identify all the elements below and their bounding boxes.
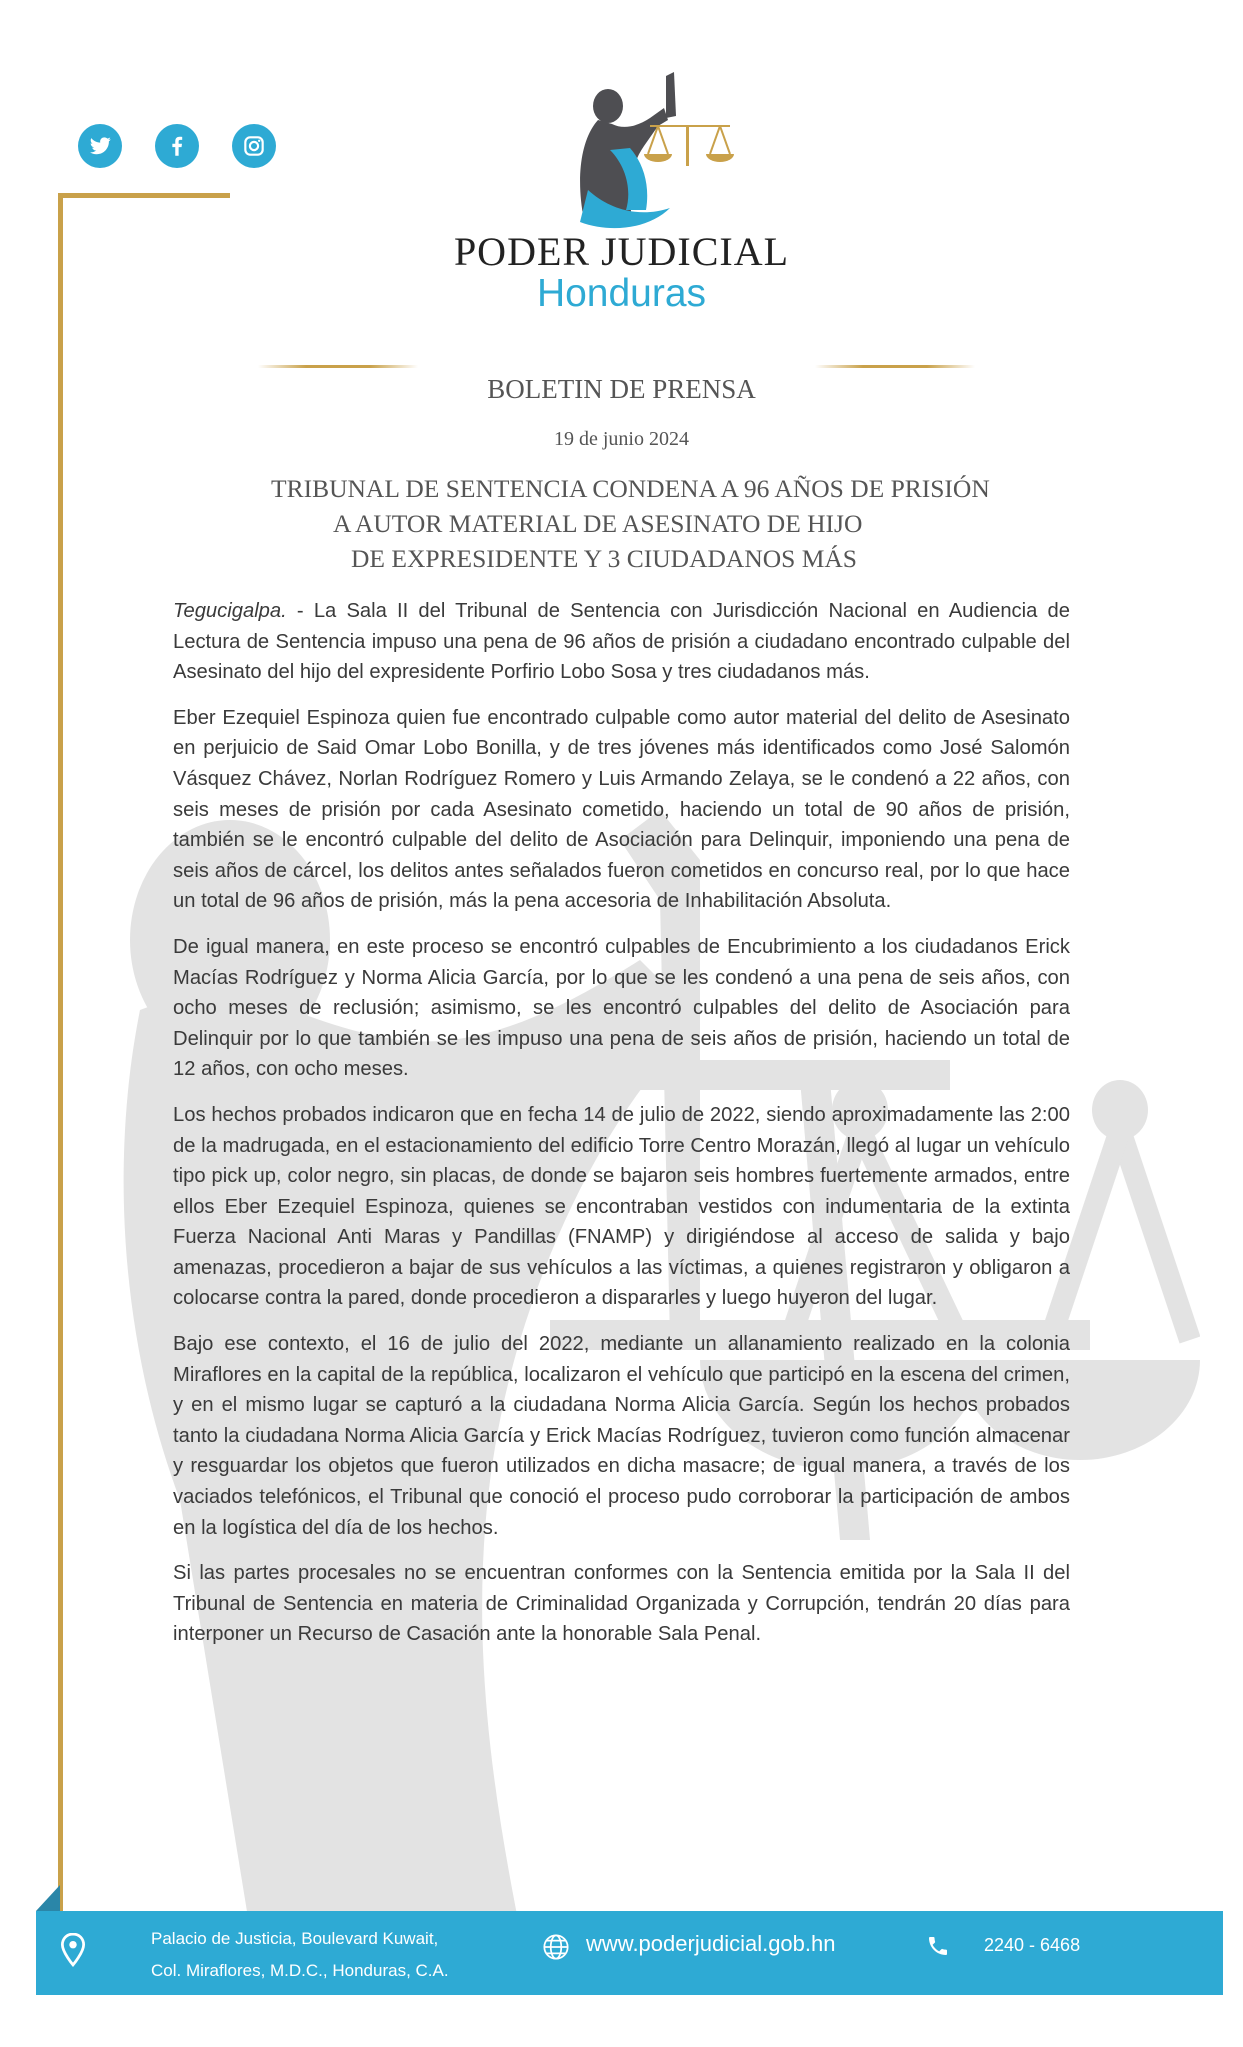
location-pin-icon xyxy=(60,1933,86,1967)
footer-website-link[interactable]: www.poderjudicial.gob.hn xyxy=(586,1931,836,1956)
paragraph-4: Los hechos probados indicaron que en fecha 14 de julio de 2022, siendo aproximadamente las 2:00 de la madrugada, en el estacionamiento del edificio Torre Centro Morazán, llegó al lugar un vehículo tipo pick up, color negro, sin placas, de donde se bajaron seis hombres fuertemente armados, entre ellos Eber Ezequiel Espinoza, quienes se encontraban vestidos con indumentaria de la extinta Fuerza Nacional Anti Maras y Pandillas (FNAMP) y dirigiéndose al acceso de salida y bajo amenazas, procedieron a bajar de sus vehículos a las víctimas, a quienes registraron y obligaron a colocarse contra la pared, donde procedieron a dispararles y luego huyeron del lugar. xyxy=(173,1103,1070,1310)
facebook-icon[interactable] xyxy=(155,124,199,168)
headline-line-3: DE EXPRESIDENTE Y 3 CIUDADANOS MÁS xyxy=(351,544,857,573)
paragraph-6: Si las partes procesales no se encuentran conformes con la Sentencia emitida por la Sala II del Tribunal de Sentencia en materia de Criminalidad Organizada y Corrupción, tendrán 20 días para interponer un Recurso de Casación ante la honorable Sala Penal. xyxy=(173,1562,1070,1646)
footer-bar xyxy=(36,1911,1223,1995)
dateline-city: Tegucigalpa. xyxy=(173,600,287,622)
paragraph-2: Eber Ezequiel Espinoza quien fue encontrado culpable como autor material del delito de Asesinato en perjuicio de Said Omar Lobo Bonilla, y de tres jóvenes más identificados como José Salomón Vásquez Chávez, Norlan Rodríguez Romero y Luis Armando Zelaya, se le condenó a 22 años, con seis meses de prisión por cada Asesinato cometido, haciendo un total de 90 años de prisión, también se le encontró culpable del delito de Asociación para Delinquir, imponiendo una pena de seis años de cárcel, los delitos antes señalados fueron cometidos en concurso real, por lo que hace un total de 96 años de prisión, más la pena accesoria de Inhabilitación Absoluta. xyxy=(173,706,1070,913)
article-body xyxy=(173,596,1070,1665)
poder-judicial-logo xyxy=(540,70,740,240)
paragraph-3: De igual manera, en este proceso se encontró culpables de Encubrimiento a los ciudadanos Erick Macías Rodríguez y Norma Alicia García, por lo que se les condenó a una pena de seis años, con ocho meses de reclusión; asimismo, se les encontró culpables del delito de Asociación para Delinquir por lo que también se les impuso una pena de seis años de prisión, haciendo un total de 12 años, con ocho meses. xyxy=(173,935,1070,1081)
phone-icon xyxy=(926,1934,950,1958)
headline-line-2: A AUTOR MATERIAL DE ASESINATO DE HIJO xyxy=(333,509,863,538)
gold-rule-left xyxy=(258,365,418,368)
headline-line-1: TRIBUNAL DE SENTENCIA CONDENA A 96 AÑOS DE PRISIÓN xyxy=(271,474,990,503)
brand-name-line1: PODER JUDICIAL xyxy=(453,229,790,274)
gold-rule-right xyxy=(815,365,975,368)
frame-top-border xyxy=(58,193,230,198)
frame-corner-accent xyxy=(36,1885,60,1911)
footer-address-line1: Palacio de Justicia, Boulevard Kuwait, xyxy=(151,1929,439,1948)
bulletin-date: 19 de junio 2024 xyxy=(554,428,689,450)
bulletin-title: BOLETIN DE PRENSA xyxy=(487,374,756,404)
twitter-icon[interactable] xyxy=(78,124,122,168)
paragraph-5: Bajo ese contexto, el 16 de julio del 2022, mediante un allanamiento realizado en la colonia Miraflores en la capital de la república, localizaron el vehículo que participó en la escena del crimen, y en el mismo lugar se capturó a la ciudadana Norma Alicia García. Según los hechos probados tanto la ciudadana Norma Alicia García y Erick Macías Rodríguez, tuvieron como función almacenar y resguardar los objetos que fueron utilizados en dicha masacre; de igual manera, a través de los vaciados telefónicos, el Tribunal que conoció el proceso pudo corroborar la participación de ambos en la logística del día de los hechos. xyxy=(173,1333,1070,1539)
paragraph-1 xyxy=(173,596,1070,688)
footer-address-line2: Col. Miraflores, M.D.C., Honduras, C.A. xyxy=(151,1961,449,1980)
instagram-icon[interactable] xyxy=(232,124,276,168)
brand-name-line2: Honduras xyxy=(536,272,707,315)
footer-phone: 2240 - 6468 xyxy=(984,1935,1081,1955)
globe-icon xyxy=(542,1933,570,1961)
paragraph-1-text: - La Sala II del Tribunal de Sentencia con Jurisdicción Nacional en Audiencia de Lectura de Sentencia impuso una pena de 96 años de prisión a ciudadano encontrado culpable del Asesinato del hijo del expresidente Porfirio Lobo Sosa y tres ciudadanos más. xyxy=(173,600,1070,684)
